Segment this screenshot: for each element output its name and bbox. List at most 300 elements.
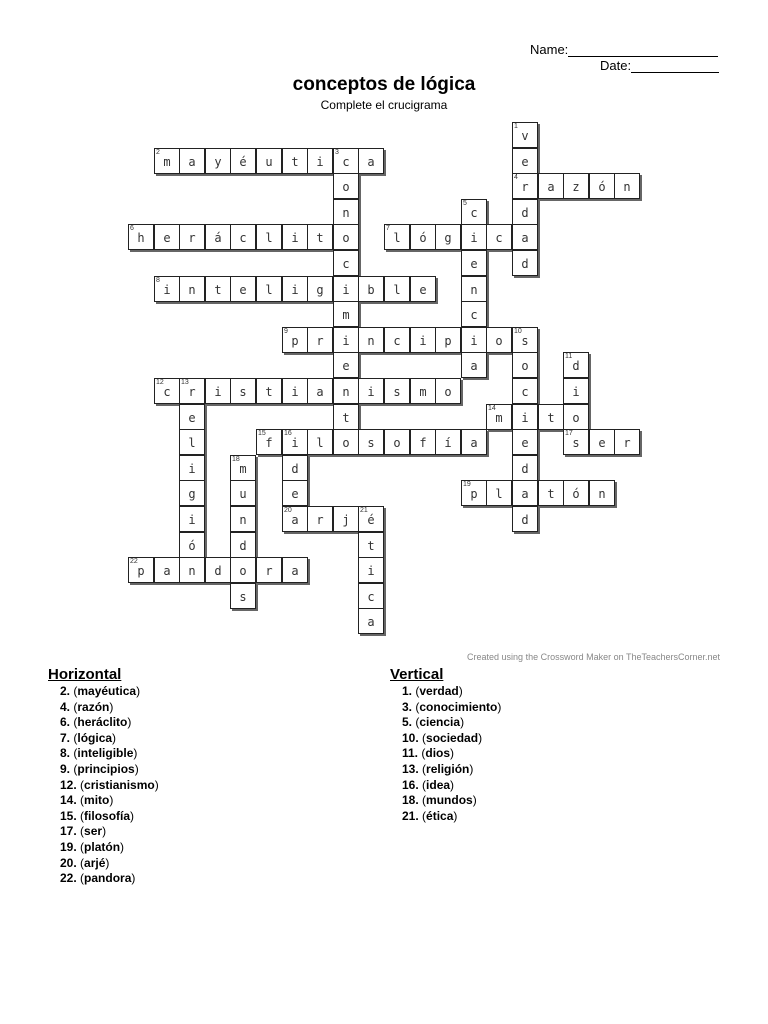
cell-letter: c [239,231,247,245]
down-clue-list [402,684,501,824]
crossword-cell[interactable] [307,327,333,353]
crossword-cell[interactable] [563,173,589,199]
cell-letter: o [495,334,503,348]
clue-number: 18 [232,456,240,463]
cell-letter: g [188,487,196,501]
across-heading: Horizontal [48,666,122,683]
clue-number: 7. [60,730,71,745]
clue-number: 13 [181,379,189,386]
crossword-cell[interactable] [205,224,231,250]
crossword-cell[interactable] [128,224,154,250]
cell-letter: d [521,206,529,220]
name-label: Name: [530,42,569,57]
cell-letter: z [572,180,580,194]
cell-letter: r [521,180,529,194]
crossword-cell[interactable] [614,173,640,199]
cell-letter: ó [598,180,606,194]
crossword-cell[interactable] [333,276,359,302]
clue-item [60,809,159,825]
crossword-cell[interactable] [256,557,282,583]
crossword-cell[interactable] [410,276,436,302]
crossword-cell[interactable] [154,378,180,404]
cell-letter: l [265,283,273,297]
cell-letter: o [342,231,350,245]
crossword-cell[interactable] [282,455,308,481]
crossword-cell[interactable] [461,327,487,353]
cell-letter: d [239,539,247,553]
cell-letter: p [291,334,299,348]
crossword-cell[interactable] [563,378,589,404]
crossword-cell[interactable] [230,148,256,174]
crossword-cell[interactable] [333,378,359,404]
crossword-cell[interactable] [256,224,282,250]
cell-letter: t [367,539,375,553]
cell-letter: y [214,155,222,169]
cell-letter: g [316,283,324,297]
cell-letter: é [367,513,375,527]
clue-item [60,715,159,731]
crossword-cell[interactable] [128,557,154,583]
crossword-cell[interactable] [538,173,564,199]
clue-text: (mito) [80,793,114,808]
down-heading: Vertical [390,666,444,683]
cell-letter: m [495,411,503,425]
clue-text: (verdad) [415,684,463,698]
page-title: conceptos de lógica [292,74,476,95]
clue-number: 15. [60,808,77,823]
crossword-cell[interactable] [179,557,205,583]
clue-text: (lógica) [73,730,117,745]
crossword-cell[interactable] [512,148,538,174]
crossword-cell[interactable] [512,173,538,199]
cell-letter: a [470,359,478,373]
crossword-cell[interactable] [358,378,384,404]
crossword-cell[interactable] [358,557,384,583]
crossword-cell[interactable] [384,276,410,302]
crossword-cell[interactable] [461,199,487,225]
clue-item [60,840,159,856]
crossword-cell[interactable] [333,506,359,532]
cell-letter: a [521,487,529,501]
clue-text: (dios) [421,746,455,761]
cell-letter: i [367,385,375,399]
clue-item [402,793,501,809]
crossword-cell[interactable] [282,224,308,250]
cell-letter: i [342,334,350,348]
cell-letter: v [521,129,529,143]
cell-letter: é [239,155,247,169]
cell-letter: e [521,436,529,450]
cell-letter: d [521,513,529,527]
clue-number: 9. [60,761,71,776]
crossword-cell[interactable] [512,429,538,455]
crossword-cell[interactable] [563,352,589,378]
crossword-cell[interactable] [614,429,640,455]
clue-text: (mayéutica) [73,684,141,698]
date-label: Date: [600,58,632,73]
crossword-cell[interactable] [256,276,282,302]
clue-item [60,700,159,716]
cell-letter: r [188,231,196,245]
cell-letter: c [393,334,401,348]
crossword-cell[interactable] [512,404,538,430]
crossword-cell[interactable] [205,276,231,302]
cell-letter: t [265,385,273,399]
crossword-cell[interactable] [358,276,384,302]
crossword-cell[interactable] [512,480,538,506]
crossword-cell[interactable] [282,506,308,532]
crossword-cell[interactable] [461,480,487,506]
cell-letter: i [316,155,324,169]
cell-letter: c [342,155,350,169]
crossword-cell[interactable] [230,224,256,250]
clue-number: 13. [402,761,419,776]
crossword-cell[interactable] [230,506,256,532]
cell-letter: i [291,436,299,450]
cell-letter: i [163,283,171,297]
crossword-cell[interactable] [512,122,538,148]
crossword-cell[interactable] [358,506,384,532]
crossword-cell[interactable] [307,276,333,302]
clue-item [402,700,501,716]
crossword-cell[interactable] [358,148,384,174]
clue-item [402,746,501,762]
crossword-cell[interactable] [538,404,564,430]
cell-letter: s [521,334,529,348]
cell-letter: a [188,155,196,169]
crossword-cell[interactable] [333,173,359,199]
crossword-cell[interactable] [461,301,487,327]
clue-number: 11. [402,746,419,761]
clue-text: (conocimiento) [415,699,502,714]
clue-number: 18. [402,793,419,808]
clue-number: 21 [360,507,368,514]
cell-letter: l [316,436,324,450]
cell-letter: i [521,411,529,425]
crossword-cell[interactable] [461,250,487,276]
cell-letter: o [444,385,452,399]
crossword-cell[interactable] [461,429,487,455]
clue-text: (heráclito) [73,715,132,730]
cell-letter: e [239,283,247,297]
crossword-cell[interactable] [282,148,308,174]
crossword-cell[interactable] [563,429,589,455]
clue-item [402,778,501,794]
crossword-cell[interactable] [358,327,384,353]
crossword-cell[interactable] [333,224,359,250]
clue-text: (mundos) [422,793,477,808]
crossword-cell[interactable] [333,404,359,430]
cell-letter: n [342,206,350,220]
crossword-cell[interactable] [154,276,180,302]
cell-letter: r [188,385,196,399]
crossword-cell[interactable] [589,173,615,199]
clue-number: 5 [463,200,467,207]
crossword-cell[interactable] [154,557,180,583]
cell-letter: g [444,231,452,245]
cell-letter: h [137,231,145,245]
clue-item [402,731,501,747]
crossword-cell[interactable] [282,276,308,302]
clue-item [60,793,159,809]
clue-number: 1 [514,123,518,130]
crossword-cell[interactable] [333,301,359,327]
crossword-cell[interactable] [230,480,256,506]
crossword-cell[interactable] [307,506,333,532]
crossword-cell[interactable] [179,429,205,455]
cell-letter: a [163,564,171,578]
cell-letter: o [572,411,580,425]
crossword-cell[interactable] [307,378,333,404]
crossword-cell[interactable] [333,327,359,353]
crossword-cell[interactable] [205,378,231,404]
cell-letter: t [547,411,555,425]
cell-letter: i [188,513,196,527]
crossword-cell[interactable] [384,378,410,404]
crossword-cell[interactable] [358,608,384,634]
cell-letter: d [214,564,222,578]
clue-number: 17. [60,824,77,839]
crossword-cell[interactable] [461,352,487,378]
cell-letter: j [342,513,350,527]
cell-letter: t [214,283,222,297]
crossword-cell[interactable] [333,148,359,174]
cell-letter: c [470,308,478,322]
clue-item [60,731,159,747]
crossword-cell[interactable] [230,583,256,609]
clue-number: 12. [60,777,77,792]
cell-letter: c [342,257,350,271]
cell-letter: n [239,513,247,527]
crossword-cell[interactable] [435,429,461,455]
cell-letter: i [470,334,478,348]
crossword-cell[interactable] [205,148,231,174]
crossword-cell[interactable] [179,506,205,532]
crossword-cell[interactable] [307,224,333,250]
clue-number: 3 [335,149,339,156]
clue-item [60,856,159,872]
cell-letter: a [547,180,555,194]
crossword-cell[interactable] [205,557,231,583]
crossword-cell[interactable] [512,352,538,378]
cell-letter: e [291,487,299,501]
clue-number: 2. [60,684,71,698]
crossword-cell[interactable] [512,250,538,276]
crossword-cell[interactable] [333,250,359,276]
crossword-cell[interactable] [563,480,589,506]
clue-item [60,778,159,794]
crossword-cell[interactable] [512,327,538,353]
crossword-cell[interactable] [384,224,410,250]
cell-letter: s [393,385,401,399]
crossword-cell[interactable] [179,378,205,404]
cell-letter: i [342,283,350,297]
clue-item [402,684,501,700]
crossword-cell[interactable] [410,429,436,455]
crossword-cell[interactable] [435,378,461,404]
clue-number: 21. [402,808,419,823]
cell-letter: i [291,283,299,297]
cell-letter: a [291,564,299,578]
cell-letter: r [316,334,324,348]
clue-text: (idea) [422,777,455,792]
crossword-cell[interactable] [230,276,256,302]
crossword-cell[interactable] [333,199,359,225]
crossword-cell[interactable] [282,480,308,506]
crossword-cell[interactable] [179,455,205,481]
clue-text: (religión) [422,761,474,776]
clue-text: (sociedad) [422,730,483,745]
cell-letter: o [239,564,247,578]
cell-letter: e [521,155,529,169]
crossword-cell[interactable] [307,429,333,455]
clue-text: (filosofía) [80,808,135,823]
crossword-cell[interactable] [512,378,538,404]
crossword-cell[interactable] [486,224,512,250]
crossword-cell[interactable] [256,148,282,174]
crossword-cell[interactable] [154,148,180,174]
clue-number: 6 [130,225,134,232]
crossword-cell[interactable] [512,199,538,225]
cell-letter: n [598,487,606,501]
cell-letter: n [367,334,375,348]
cell-letter: c [495,231,503,245]
crossword-cell[interactable] [333,429,359,455]
crossword-cell[interactable] [179,532,205,558]
crossword-cell[interactable] [256,378,282,404]
crossword-cell[interactable] [358,532,384,558]
cell-letter: ó [188,539,196,553]
cell-letter: s [239,385,247,399]
crossword-cell[interactable] [282,429,308,455]
cell-letter: m [419,385,427,399]
cell-letter: a [316,385,324,399]
crossword-cell[interactable] [538,480,564,506]
crossword-cell[interactable] [358,429,384,455]
crossword-cell[interactable] [589,429,615,455]
cell-letter: ó [572,487,580,501]
crossword-cell[interactable] [486,480,512,506]
crossword-cell[interactable] [410,224,436,250]
cell-letter: c [367,590,375,604]
cell-letter: l [393,283,401,297]
crossword-cell[interactable] [282,557,308,583]
crossword-cell[interactable] [410,327,436,353]
crossword-cell[interactable] [512,506,538,532]
cell-letter: f [265,436,273,450]
crossword-cell[interactable] [486,404,512,430]
cell-letter: b [367,283,375,297]
crossword-cell[interactable] [179,404,205,430]
crossword-cell[interactable] [282,378,308,404]
cell-letter: n [342,385,350,399]
crossword-cell[interactable] [384,429,410,455]
cell-letter: r [623,436,631,450]
clue-number: 22 [130,558,138,565]
clue-number: 14 [488,405,496,412]
clue-number: 4 [514,174,518,181]
cell-letter: p [444,334,452,348]
clue-text: (ética) [422,808,458,823]
crossword-cell[interactable] [179,148,205,174]
clue-number: 16 [284,430,292,437]
clue-text: (arjé) [80,855,110,870]
clue-item [60,746,159,762]
clue-item [60,871,159,887]
crossword-cell[interactable] [435,327,461,353]
crossword-cell[interactable] [435,224,461,250]
crossword-cell[interactable] [179,276,205,302]
crossword-cell[interactable] [589,480,615,506]
cell-letter: i [291,385,299,399]
cell-letter: i [188,462,196,476]
crossword-cell[interactable] [230,378,256,404]
crossword-cell[interactable] [461,276,487,302]
clue-number: 15 [258,430,266,437]
crossword-cell[interactable] [179,224,205,250]
crossword-cell[interactable] [154,224,180,250]
crossword-cell[interactable] [410,378,436,404]
clue-number: 19 [463,481,471,488]
cell-letter: u [239,487,247,501]
clue-text: (platón) [80,839,125,854]
clue-text: (principios) [73,761,139,776]
cell-letter: n [470,283,478,297]
crossword-cell[interactable] [384,327,410,353]
cell-letter: a [367,615,375,629]
cell-letter: t [316,231,324,245]
crossword-cell[interactable] [307,148,333,174]
cell-letter: d [291,462,299,476]
crossword-cell[interactable] [461,224,487,250]
clue-item [60,824,159,840]
clue-number: 6. [60,715,71,730]
crossword-cell[interactable] [358,583,384,609]
crossword-cell[interactable] [486,327,512,353]
cell-letter: m [342,308,350,322]
clue-number: 14. [60,793,77,808]
crossword-cell[interactable] [230,557,256,583]
clue-number: 19. [60,839,77,854]
clue-number: 11 [565,353,573,360]
clue-number: 12 [156,379,164,386]
cell-letter: e [470,257,478,271]
crossword-cell[interactable] [256,429,282,455]
crossword-cell[interactable] [512,455,538,481]
cell-letter: l [393,231,401,245]
cell-letter: m [239,462,247,476]
crossword-cell[interactable] [230,532,256,558]
cell-letter: f [419,436,427,450]
cell-letter: i [419,334,427,348]
cell-letter: á [214,231,222,245]
crossword-cell[interactable] [230,455,256,481]
crossword-cell[interactable] [179,480,205,506]
crossword-cell[interactable] [282,327,308,353]
cell-letter: r [316,513,324,527]
clue-item [60,684,159,700]
crossword-cell[interactable] [563,404,589,430]
cell-letter: p [137,564,145,578]
crossword-cell[interactable] [333,352,359,378]
cell-letter: s [367,436,375,450]
cell-letter: u [265,155,273,169]
cell-letter: d [572,359,580,373]
cell-letter: l [265,231,273,245]
clue-item [402,809,501,825]
cell-letter: c [470,206,478,220]
crossword-cell[interactable] [512,224,538,250]
